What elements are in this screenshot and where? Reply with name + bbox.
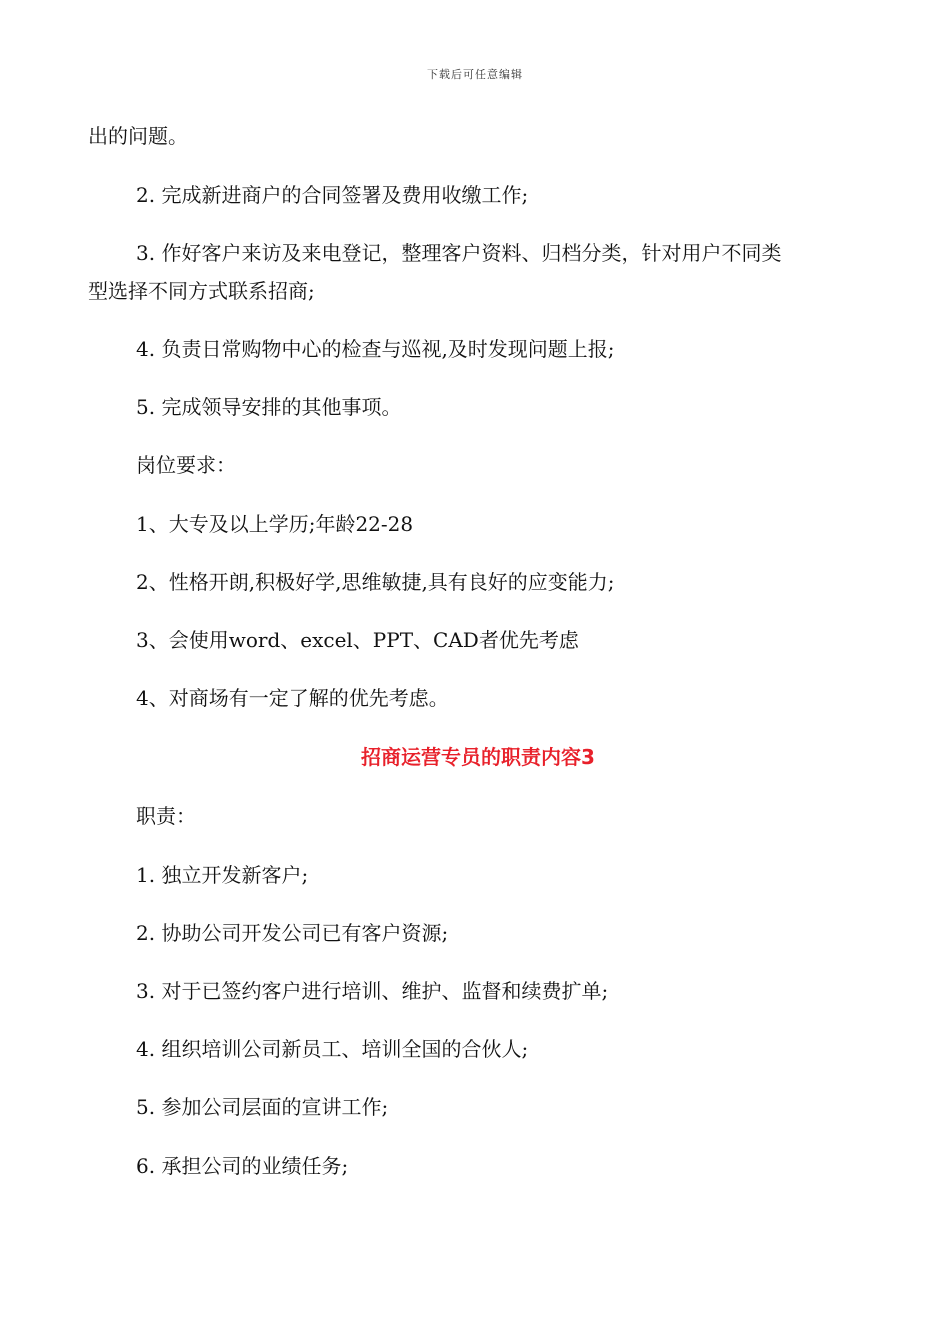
duties-heading: 职责： <box>136 804 196 828</box>
duty2-item-5: 5. 参加公司层面的宣讲工作; <box>136 1095 389 1119</box>
duty2-item-2: 2. 协助公司开发公司已有客户资源; <box>136 921 449 945</box>
requirement-item-4: 4、对商场有一定了解的优先考虑。 <box>136 686 449 710</box>
page-header: 下载后可任意编辑 <box>427 68 523 81</box>
section-title: 招商运营专员的职责内容3 <box>361 745 595 769</box>
duty2-item-6: 6. 承担公司的业绩任务; <box>136 1154 349 1178</box>
duty2-item-1: 1. 独立开发新客户; <box>136 863 309 887</box>
duty2-item-3: 3. 对于已签约客户进行培训、维护、监督和续费扩单; <box>136 979 609 1003</box>
duty-item-2: 2. 完成新进商户的合同签署及费用收缴工作; <box>136 183 529 207</box>
duty-item-5: 5. 完成领导安排的其他事项。 <box>136 395 402 419</box>
duty-item-4: 4. 负责日常购物中心的检查与巡视,及时发现问题上报; <box>136 337 615 361</box>
continuation-text: 出的问题。 <box>88 124 188 148</box>
requirement-item-3: 3、会使用word、excel、PPT、CAD者优先考虑 <box>136 628 579 652</box>
requirement-item-1: 1、大专及以上学历;年龄22-28 <box>136 512 414 536</box>
duty2-item-4: 4. 组织培训公司新员工、培训全国的合伙人; <box>136 1037 529 1061</box>
duty-item-3: 3. 作好客户来访及来电登记，整理客户资料、归档分类，针对用户不同类 <box>136 241 782 265</box>
requirement-item-2: 2、性格开朗,积极好学,思维敏捷,具有良好的应变能力; <box>136 570 615 594</box>
requirements-heading: 岗位要求： <box>136 453 236 477</box>
duty-item-3-continued: 型选择不同方式联系招商; <box>88 279 315 303</box>
